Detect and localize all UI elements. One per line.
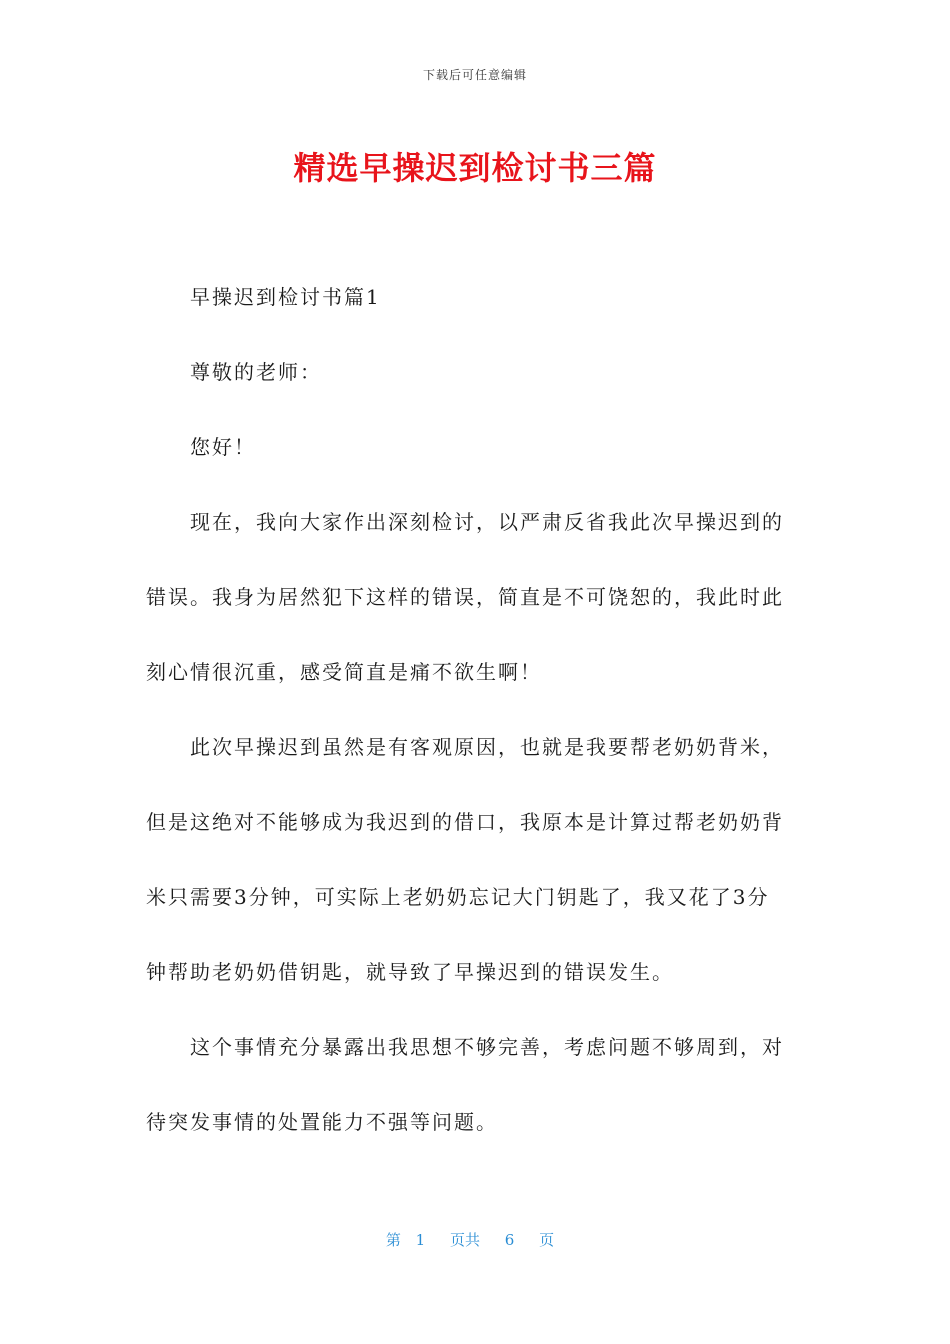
current-page-number: 1 [415, 1231, 426, 1249]
page-suffix: 页 [539, 1231, 555, 1249]
paragraph-line: 这个事情充分暴露出我思想不够完善，考虑问题不够周到，对 [190, 1035, 784, 1059]
page-title: 精选早操迟到检讨书三篇 [293, 149, 657, 187]
page-prefix: 第 [385, 1231, 401, 1249]
paragraph-line: 错误。我身为居然犯下这样的错误，简直是不可饶恕的，我此时此 [146, 585, 784, 609]
paragraph-line: 米只需要3分钟，可实际上老奶奶忘记大门钥匙了，我又花了3分 [146, 885, 770, 909]
paragraph-line: 此次早操迟到虽然是有客观原因，也就是我要帮老奶奶背米， [190, 735, 784, 759]
paragraph-line: 待突发事情的处置能力不强等问题。 [146, 1110, 498, 1134]
greeting: 您好！ [190, 435, 256, 459]
paragraph-line: 但是这绝对不能够成为我迟到的借口，我原本是计算过帮老奶奶背 [146, 810, 784, 834]
header-note: 下载后可任意编辑 [422, 68, 527, 82]
salutation: 尊敬的老师： [190, 360, 322, 384]
page-number-footer [0, 1229, 950, 1250]
page-mid-text: 页共 [449, 1231, 480, 1249]
paragraph-line: 钟帮助老奶奶借钥匙，就导致了早操迟到的错误发生。 [146, 960, 674, 984]
paragraph-line: 刻心情很沉重，感受简直是痛不欲生啊！ [146, 660, 542, 684]
paragraph-line: 现在，我向大家作出深刻检讨，以严肃反省我此次早操迟到的 [190, 510, 784, 534]
section-heading: 早操迟到检讨书篇1 [190, 285, 381, 309]
total-pages-number: 6 [504, 1231, 515, 1249]
